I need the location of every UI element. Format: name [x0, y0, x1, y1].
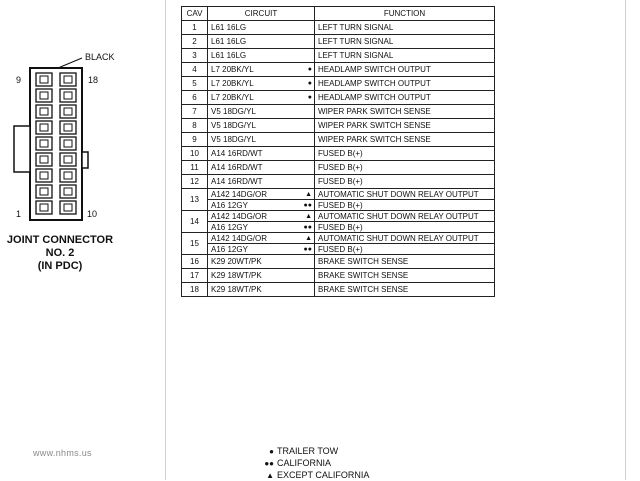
cell-circuit: A14 16RD/WT	[208, 161, 291, 175]
cell-function: WIPER PARK SWITCH SENSE	[315, 119, 495, 133]
cell-cav: 14	[182, 211, 208, 233]
cell-option-mark	[291, 161, 315, 175]
cell-cav: 17	[182, 269, 208, 283]
pin-number-top-left: 9	[16, 75, 22, 85]
cell-option-mark	[291, 255, 315, 269]
cell-cav: 6	[182, 91, 208, 105]
cell-circuit: V5 18DG/YL	[208, 119, 291, 133]
left-pin-terminal	[40, 76, 48, 83]
cell-circuit: K29 18WT/PK	[208, 283, 291, 297]
cell-option-mark: ●	[291, 77, 315, 91]
table-row	[182, 244, 495, 255]
table-row	[182, 222, 495, 233]
cell-cav: 2	[182, 35, 208, 49]
cell-option-mark: ●●	[291, 222, 315, 233]
left-pin-terminal	[40, 188, 48, 195]
cell-circuit: A16 12GY	[208, 200, 291, 211]
table-row	[182, 49, 495, 63]
legend-item-california	[262, 458, 331, 469]
legend-symbol-1: ●	[269, 447, 274, 456]
cell-circuit: V5 18DG/YL	[208, 133, 291, 147]
table-row	[182, 269, 495, 283]
cell-cav: 12	[182, 175, 208, 189]
cell-function: AUTOMATIC SHUT DOWN RELAY OUTPUT	[315, 189, 495, 200]
cell-cav: 9	[182, 133, 208, 147]
cell-option-mark: ●●	[291, 200, 315, 211]
cell-function: HEADLAMP SWITCH OUTPUT	[315, 77, 495, 91]
left-pin-terminal	[40, 108, 48, 115]
cell-circuit: K29 18WT/PK	[208, 269, 291, 283]
cell-option-mark: ▲	[291, 233, 315, 244]
cell-cav: 18	[182, 283, 208, 297]
table-row	[182, 283, 495, 297]
cell-function: LEFT TURN SIGNAL	[315, 21, 495, 35]
pin-number-top-right: 18	[88, 75, 99, 85]
cell-option-mark	[291, 283, 315, 297]
cell-function: HEADLAMP SWITCH OUTPUT	[315, 63, 495, 77]
table-row	[182, 255, 495, 269]
cell-function: FUSED B(+)	[315, 147, 495, 161]
left-pin-terminal	[40, 204, 48, 211]
cell-cav: 4	[182, 63, 208, 77]
cell-function: WIPER PARK SWITCH SENSE	[315, 133, 495, 147]
right-pin-terminal	[64, 76, 72, 83]
left-pin-terminal	[40, 140, 48, 147]
frame-line-right	[625, 0, 626, 480]
cell-option-mark: ●	[291, 63, 315, 77]
cell-cav: 15	[182, 233, 208, 255]
frame-line-left	[165, 0, 166, 480]
table-row	[182, 91, 495, 105]
cell-option-mark: ●●	[291, 244, 315, 255]
cell-circuit: A14 16RD/WT	[208, 175, 291, 189]
legend-symbol-3: ▲	[266, 471, 274, 480]
right-pin-terminal	[64, 108, 72, 115]
right-pin-column	[60, 73, 76, 214]
pin-number-bottom-right: 10	[87, 209, 98, 219]
cell-option-mark	[291, 133, 315, 147]
left-pin-terminal	[40, 156, 48, 163]
cell-cav: 7	[182, 105, 208, 119]
cell-circuit: A16 12GY	[208, 222, 291, 233]
cell-circuit: L7 20BK/YL	[208, 91, 291, 105]
table-row	[182, 35, 495, 49]
cell-option-mark	[291, 105, 315, 119]
caption-line-2: NO. 2	[45, 247, 75, 259]
left-pin-terminal	[40, 124, 48, 131]
connector-caption	[0, 234, 120, 273]
legend-symbol-2: ●●	[264, 459, 274, 468]
header-cav: CAV	[182, 7, 208, 21]
cell-function: FUSED B(+)	[315, 222, 495, 233]
cell-circuit: L61 16LG	[208, 35, 291, 49]
right-pin-terminal	[64, 140, 72, 147]
table-header-row	[182, 7, 495, 21]
legend-item-except-california	[262, 470, 369, 481]
legend-text-3: EXCEPT CALIFORNIA	[277, 470, 370, 480]
cell-circuit: L61 16LG	[208, 21, 291, 35]
cell-option-mark	[291, 21, 315, 35]
cell-cav: 16	[182, 255, 208, 269]
cell-circuit: V5 18DG/YL	[208, 105, 291, 119]
cell-function: AUTOMATIC SHUT DOWN RELAY OUTPUT	[315, 233, 495, 244]
cell-option-mark	[291, 119, 315, 133]
cell-function: LEFT TURN SIGNAL	[315, 49, 495, 63]
cell-circuit: A142 14DG/OR	[208, 233, 291, 244]
left-pin-terminal	[40, 92, 48, 99]
right-pin-terminal	[64, 156, 72, 163]
table-row	[182, 147, 495, 161]
legend-item-trailer-tow	[262, 446, 338, 457]
cell-option-mark	[291, 49, 315, 63]
connector-drawing	[0, 40, 160, 230]
cell-circuit: A142 14DG/OR	[208, 211, 291, 222]
cell-circuit: K29 20WT/PK	[208, 255, 291, 269]
cell-option-mark: ▲	[291, 189, 315, 200]
right-pin-terminal	[64, 204, 72, 211]
cell-option-mark	[291, 147, 315, 161]
cell-cav: 1	[182, 21, 208, 35]
cell-function: AUTOMATIC SHUT DOWN RELAY OUTPUT	[315, 211, 495, 222]
cell-cav: 3	[182, 49, 208, 63]
header-circuit: CIRCUIT	[208, 7, 315, 21]
cell-option-mark	[291, 269, 315, 283]
cell-cav: 11	[182, 161, 208, 175]
header-function: FUNCTION	[315, 7, 495, 21]
cell-function: FUSED B(+)	[315, 200, 495, 211]
right-pin-terminal	[64, 172, 72, 179]
table-row	[182, 233, 495, 244]
table-row	[182, 77, 495, 91]
table-row	[182, 175, 495, 189]
cell-function: FUSED B(+)	[315, 244, 495, 255]
table-row	[182, 161, 495, 175]
right-pin-terminal	[64, 92, 72, 99]
cell-function: FUSED B(+)	[315, 161, 495, 175]
cell-function: HEADLAMP SWITCH OUTPUT	[315, 91, 495, 105]
legend-text-1: TRAILER TOW	[277, 446, 339, 456]
cell-cav: 8	[182, 119, 208, 133]
caption-line-3: (IN PDC)	[37, 260, 83, 272]
cell-function: BRAKE SWITCH SENSE	[315, 255, 495, 269]
cell-option-mark: ▲	[291, 211, 315, 222]
right-pin-terminal	[64, 124, 72, 131]
table-row	[182, 119, 495, 133]
cell-function: LEFT TURN SIGNAL	[315, 35, 495, 49]
table-row	[182, 105, 495, 119]
cell-circuit: A16 12GY	[208, 244, 291, 255]
cell-option-mark	[291, 35, 315, 49]
pin-number-bottom-left: 1	[16, 209, 22, 219]
table-row	[182, 133, 495, 147]
cavity-table	[181, 6, 495, 297]
cell-function: BRAKE SWITCH SENSE	[315, 283, 495, 297]
table-row	[182, 200, 495, 211]
black-label: BLACK	[85, 52, 115, 62]
legend-text-2: CALIFORNIA	[277, 458, 332, 468]
cell-circuit: L7 20BK/YL	[208, 77, 291, 91]
cell-circuit: L7 20BK/YL	[208, 63, 291, 77]
table-row	[182, 211, 495, 222]
watermark: www.nhms.us	[33, 448, 92, 458]
cell-function: WIPER PARK SWITCH SENSE	[315, 105, 495, 119]
cell-option-mark	[291, 175, 315, 189]
cell-circuit: A142 14DG/OR	[208, 189, 291, 200]
left-pin-column	[36, 73, 52, 214]
cell-cav: 5	[182, 77, 208, 91]
table-row	[182, 63, 495, 77]
cell-circuit: L61 16LG	[208, 49, 291, 63]
cell-circuit: A14 16RD/WT	[208, 147, 291, 161]
caption-line-1: JOINT CONNECTOR	[6, 234, 114, 246]
table-row	[182, 189, 495, 200]
cell-option-mark: ●	[291, 91, 315, 105]
left-pin-terminal	[40, 172, 48, 179]
right-pin-terminal	[64, 188, 72, 195]
cell-cav: 10	[182, 147, 208, 161]
cell-function: BRAKE SWITCH SENSE	[315, 269, 495, 283]
cell-function: FUSED B(+)	[315, 175, 495, 189]
cell-cav: 13	[182, 189, 208, 211]
table-row	[182, 21, 495, 35]
